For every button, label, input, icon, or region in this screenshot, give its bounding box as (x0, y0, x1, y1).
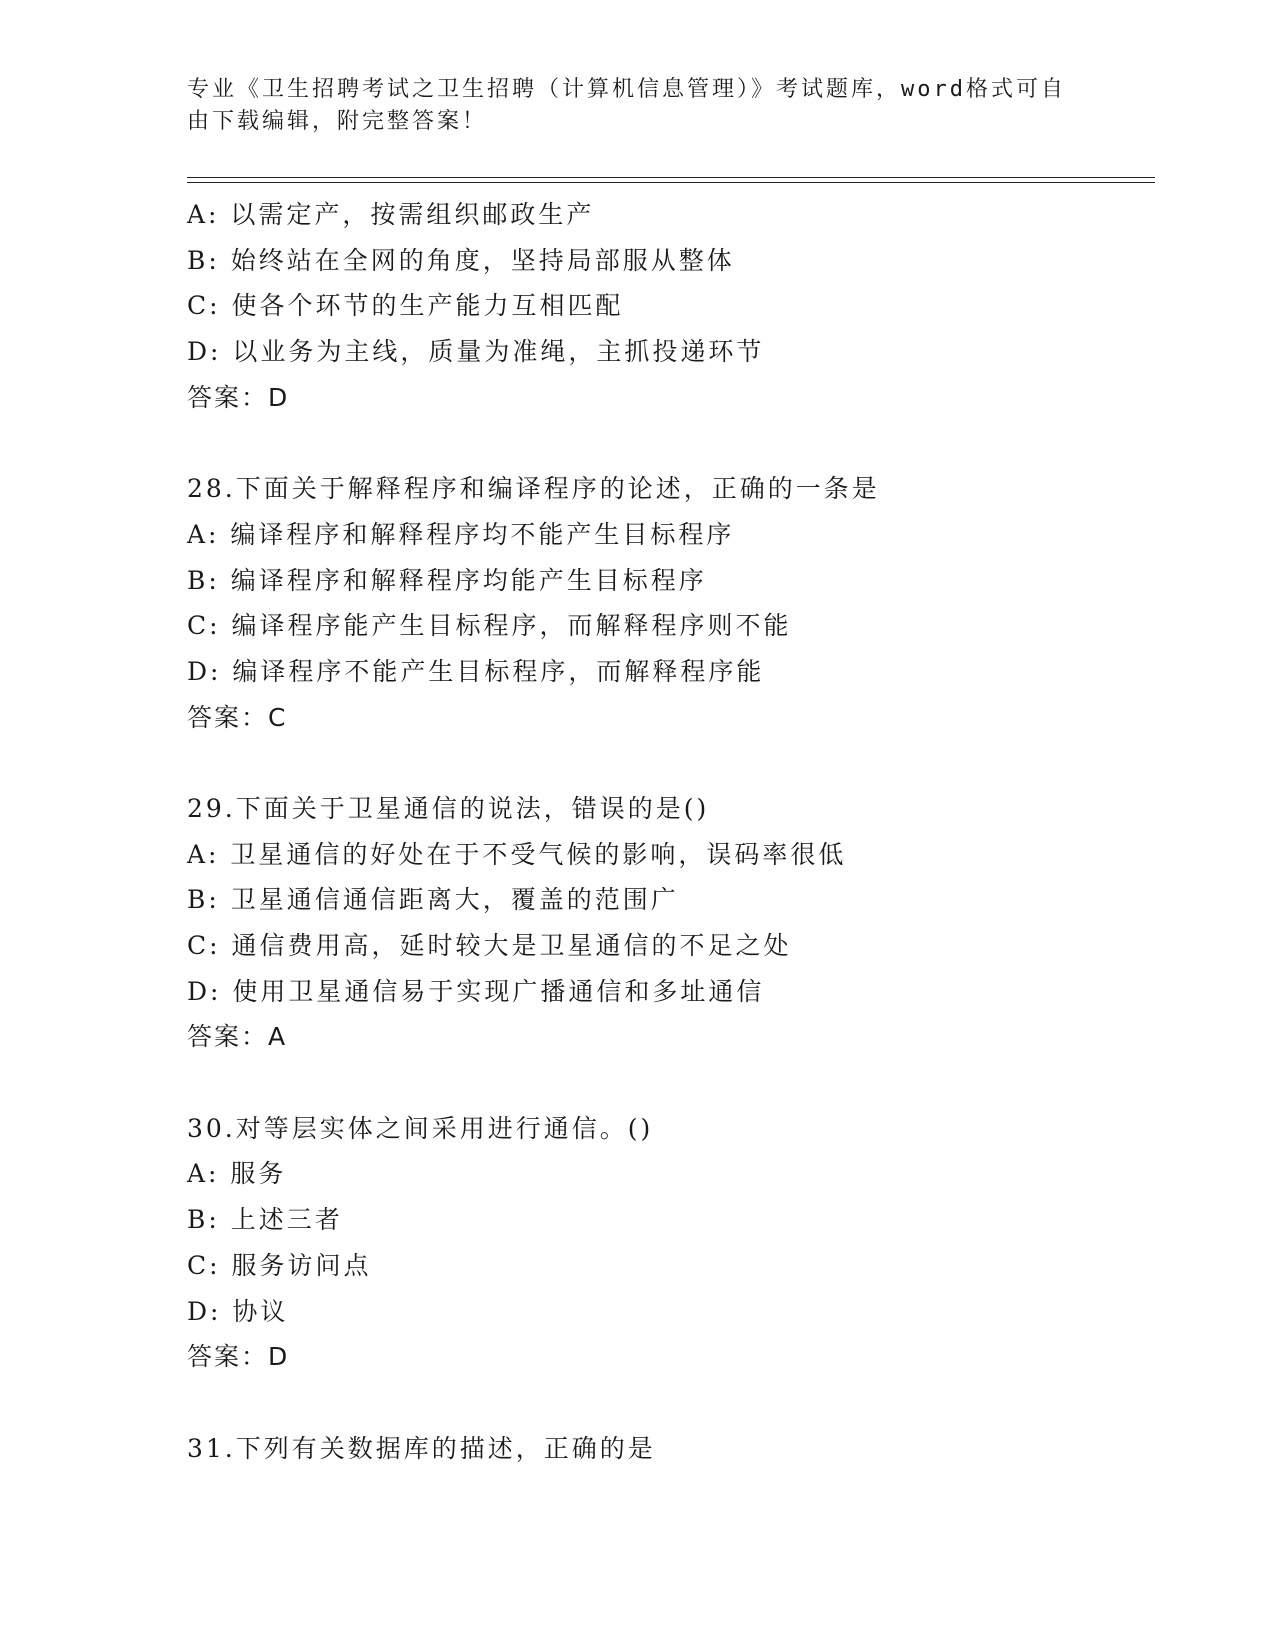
answer: 答案：C (187, 702, 288, 732)
document-header (187, 74, 1067, 138)
option-b: B: 上述三者 (187, 1205, 343, 1235)
header-line-1: 专业《卫生招聘考试之卫生招聘（计算机信息管理）》考试题库，word格式可自 (187, 77, 1066, 102)
spacer (187, 1380, 1147, 1426)
option-a: A: 编译程序和解释程序均不能产生目标程序 (187, 519, 735, 549)
question-list (187, 192, 1147, 1471)
option-d: D: 以业务为主线，质量为准绳，主抓投递环节 (187, 337, 765, 367)
question-stem: 29.下面关于卫星通信的说法，错误的是() (187, 793, 710, 823)
spacer (187, 420, 1147, 466)
spacer (187, 1060, 1147, 1106)
option-c: C: 服务访问点 (187, 1250, 372, 1280)
question-30 (187, 1106, 1147, 1380)
option-a: A: 服务 (187, 1159, 287, 1189)
header-line-2: 由下载编辑，附完整答案！ (187, 109, 488, 134)
header-rule-bottom (187, 182, 1155, 183)
question-stem: 30.对等层实体之间采用进行通信。() (187, 1113, 654, 1143)
answer: 答案：D (187, 1342, 290, 1372)
question-stem: 31.下列有关数据库的描述，正确的是 (187, 1433, 656, 1463)
option-d: D: 协议 (187, 1296, 289, 1326)
option-b: B: 卫星通信通信距离大，覆盖的范围广 (187, 885, 679, 915)
option-a: A: 卫星通信的好处在于不受气候的影响，误码率很低 (187, 839, 847, 869)
option-b: B: 编译程序和解释程序均能产生目标程序 (187, 565, 707, 595)
question-stem: 28.下面关于解释程序和编译程序的论述，正确的一条是 (187, 474, 880, 504)
header-rule-top (187, 177, 1155, 178)
option-c: C: 使各个环节的生产能力互相匹配 (187, 291, 624, 321)
option-c: C: 编译程序能产生目标程序，而解释程序则不能 (187, 611, 792, 641)
spacer (187, 740, 1147, 786)
option-b: B: 始终站在全网的角度，坚持局部服从整体 (187, 245, 735, 275)
question-28 (187, 466, 1147, 740)
question-31 (187, 1426, 1147, 1472)
answer: 答案：A (187, 1022, 288, 1052)
question-29 (187, 786, 1147, 1060)
option-a: A: 以需定产，按需组织邮政生产 (187, 200, 595, 229)
question-27-tail (187, 192, 1147, 420)
option-c: C: 通信费用高，延时较大是卫星通信的不足之处 (187, 931, 792, 960)
option-d: D: 使用卫星通信易于实现广播通信和多址通信 (187, 976, 765, 1006)
option-d: D: 编译程序不能产生目标程序，而解释程序能 (187, 656, 765, 686)
answer: 答案：D (187, 382, 290, 412)
